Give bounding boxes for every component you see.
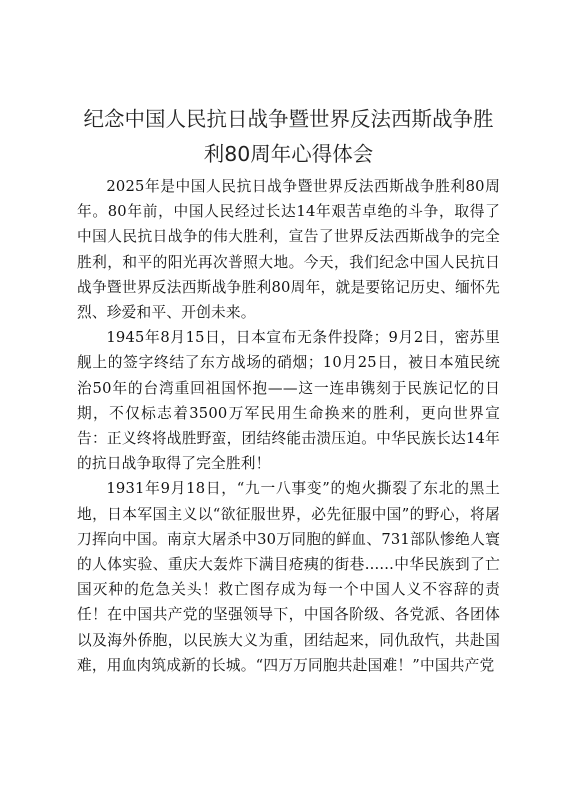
document-title: 纪念中国人民抗日战争暨世界反法西斯战争胜利80周年心得体会 (83, 107, 494, 166)
document-body (77, 174, 500, 678)
paragraph: 1945年8月15日，日本宣布无条件投降；9月2日，密苏里舰上的签字终结了东方战场的硝烟；10月25日，被日本殖民统治50年的台湾重回祖国怀抱——这一连串镌刻于民族记忆的日期，不仅标志着3500万军民用生命换来的胜利，更向世界宣告：正义终将战胜野蛮，团结终能击溃压迫。中华民族长达14年的抗日战争取得了完全胜利！ (77, 329, 500, 473)
paragraph: 1931年9月18日，“九一八事变”的炮火撕裂了东北的黑土地，日本军国主义以“欲征服世界，必先征服中国”的野心，将屠刀挥向中国。南京大屠杀中30万同胞的鲜血、731部队惨绝人寰的人体实验、重庆大轰炸下满目疮痍的街巷......中华民族到了亡国灭种的危急关头！救亡图存成为每一个中国人义不容辞的责任！在中国共产党的坚强领导下，中国各阶级、各党派、各团体以及海外侨胞，以民族大义为重，团结起来，同仇敌忾，共赴国难，用血肉筑成新的长城。“四万万同胞共赴国难！”中国共产党 (77, 480, 500, 674)
paragraph: 2025年是中国人民抗日战争暨世界反法西斯战争胜利80周年。80年前，中国人民经过长达14年艰苦卓绝的斗争，取得了中国人民抗日战争的伟大胜利，宣告了世界反法西斯战争的完全胜利，和平的阳光再次普照大地。今天，我们纪念中国人民抗日战争暨世界反法西斯战争胜利80周年，就是要铭记历史、缅怀先烈、珍爱和平、开创未来。 (77, 178, 500, 322)
